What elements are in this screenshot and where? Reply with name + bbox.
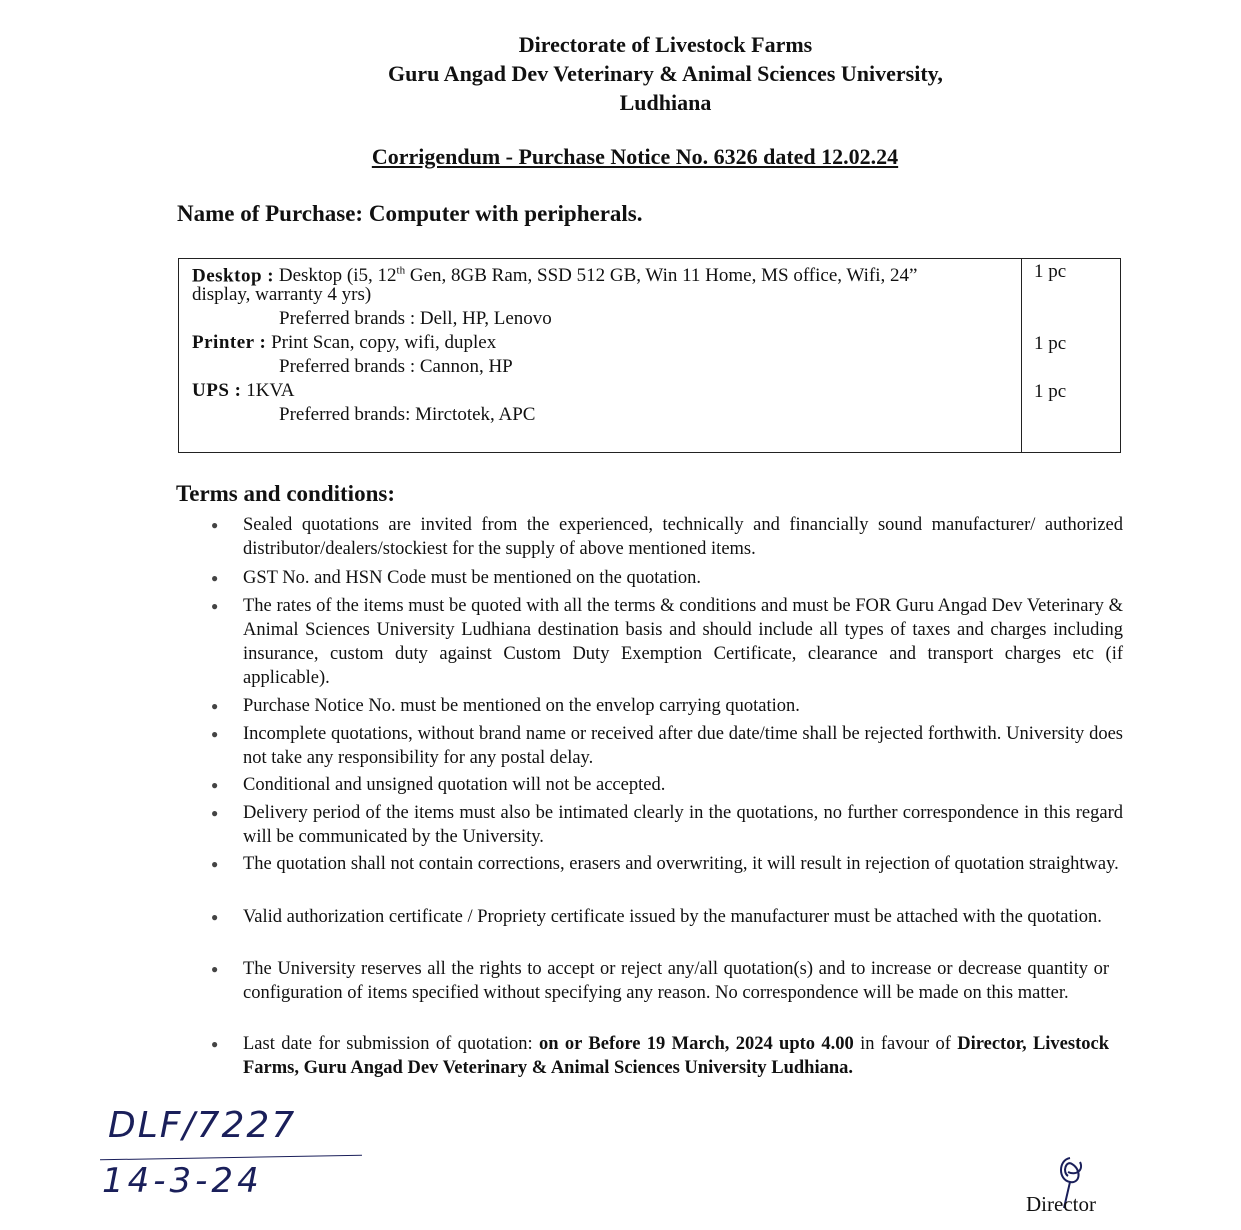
term-item — [211, 566, 1123, 590]
term-text: Valid authorization certificate / Propriety certificate issued by the manufacturer must be attached with the quotation. — [243, 907, 1102, 927]
last-term-middle: in favour of — [853, 1034, 958, 1054]
document-header — [0, 30, 1241, 117]
ups-brands: Preferred brands: Mirctotek, APC — [279, 404, 536, 425]
desktop-brands: Preferred brands : Dell, HP, Lenovo — [279, 308, 552, 329]
handwritten-reference — [100, 1105, 365, 1205]
desktop-spec: Desktop (i5, 12th Gen, 8GB Ram, SSD 512 GB, Win 11 Home, MS office, Wifi, 24” — [278, 265, 918, 287]
term-item — [211, 852, 1123, 876]
term-item-last-date — [211, 1032, 1109, 1080]
purchase-name: Name of Purchase: Computer with peripherals. — [177, 201, 643, 226]
desktop-qty: 1 pc — [1034, 261, 1067, 282]
bullet-icon: ● — [211, 857, 219, 871]
printer-label: Printer : — [192, 332, 267, 353]
bullet-icon: ● — [211, 806, 219, 820]
items-table — [178, 258, 1121, 453]
bullet-icon: ● — [211, 727, 219, 741]
term-item — [211, 694, 1123, 718]
term-item — [211, 905, 1123, 929]
header-university: Guru Angad Dev Veterinary & Animal Sciences University, — [388, 61, 943, 86]
ups-label: UPS : — [192, 380, 242, 401]
bullet-icon: ● — [211, 778, 219, 792]
term-text: Delivery period of the items must also be intimated clearly in the quotations, no further correspondence in this regard will be communicated by the University. — [243, 803, 1123, 847]
bullet-icon: ● — [211, 571, 219, 585]
ups-line — [192, 379, 294, 403]
term-text: Conditional and unsigned quotation will not be accepted. — [243, 775, 666, 795]
ups-qty: 1 pc — [1034, 381, 1067, 402]
printer-qty: 1 pc — [1034, 333, 1067, 354]
bullet-icon: ● — [211, 699, 219, 713]
term-text: Sealed quotations are invited from the experienced, technically and financially sound manufacturer/ authorized distributor/dealers/stockiest for the supply of above mentioned items. — [243, 515, 1123, 559]
printer-spec: Print Scan, copy, wifi, duplex — [271, 332, 497, 353]
signatory-title: Director — [1026, 1192, 1096, 1216]
last-term-addressee: Director, Livestock Farms, Guru Angad Dev Veterinary & Animal Sciences University Ludhiana. — [243, 1034, 1109, 1078]
term-item — [211, 773, 1123, 797]
term-text: Incomplete quotations, without brand name or received after due date/time shall be rejected forthwith. University does not take any responsibility for any postal delay. — [243, 724, 1123, 768]
table-column-divider — [1021, 259, 1022, 452]
handwritten-ref-no: DLF/7227 — [108, 1105, 297, 1146]
handwritten-underline — [100, 1155, 362, 1161]
header-city: Ludhiana — [619, 90, 712, 115]
term-item — [211, 722, 1123, 770]
bullet-icon: ● — [211, 910, 219, 924]
desktop-label: Desktop : — [192, 265, 275, 287]
term-item — [211, 957, 1109, 1005]
bullet-icon: ● — [211, 962, 219, 976]
term-item — [211, 594, 1123, 690]
bullet-icon: ● — [211, 518, 219, 532]
handwritten-date: 14-3-24 — [102, 1161, 263, 1201]
term-item — [211, 801, 1123, 849]
term-item — [211, 513, 1123, 561]
term-text: The rates of the items must be quoted with all the terms & conditions and must be FOR Guru Angad Dev Veterinary & Animal Sciences University Ludhiana destination basis and should include all types of taxes and charges including insurance, custom duty against Custom Duty Exemption Certificate, clearance and transport charges etc (if applicable). — [243, 596, 1123, 688]
bullet-icon: ● — [211, 599, 219, 613]
last-term-prefix: Last date for submission of quotation: — [243, 1034, 540, 1054]
printer-brands: Preferred brands : Cannon, HP — [279, 356, 513, 377]
term-text: Purchase Notice No. must be mentioned on the envelop carrying quotation. — [243, 696, 800, 716]
corrigendum-title: Corrigendum - Purchase Notice No. 6326 dated 12.02.24 — [371, 144, 899, 169]
last-term-date: on or Before 19 March, 2024 upto 4.00 — [539, 1034, 854, 1054]
printer-line — [192, 331, 496, 355]
desktop-spec-cont: display, warranty 4 yrs) — [192, 284, 372, 305]
header-directorate: Directorate of Livestock Farms — [518, 32, 813, 57]
ups-spec: 1KVA — [246, 380, 295, 401]
term-text: The quotation shall not contain corrections, erasers and overwriting, it will result in rejection of quotation straightway. — [243, 854, 1119, 874]
term-text: GST No. and HSN Code must be mentioned on the quotation. — [243, 568, 702, 588]
bullet-icon: ● — [211, 1037, 219, 1051]
term-text: The University reserves all the rights to accept or reject any/all quotation(s) and to increase or decrease quantity or configuration of items specified without specifying any reason. No correspondence will be made on this matter. — [243, 959, 1109, 1003]
terms-heading: Terms and conditions: — [176, 481, 395, 506]
